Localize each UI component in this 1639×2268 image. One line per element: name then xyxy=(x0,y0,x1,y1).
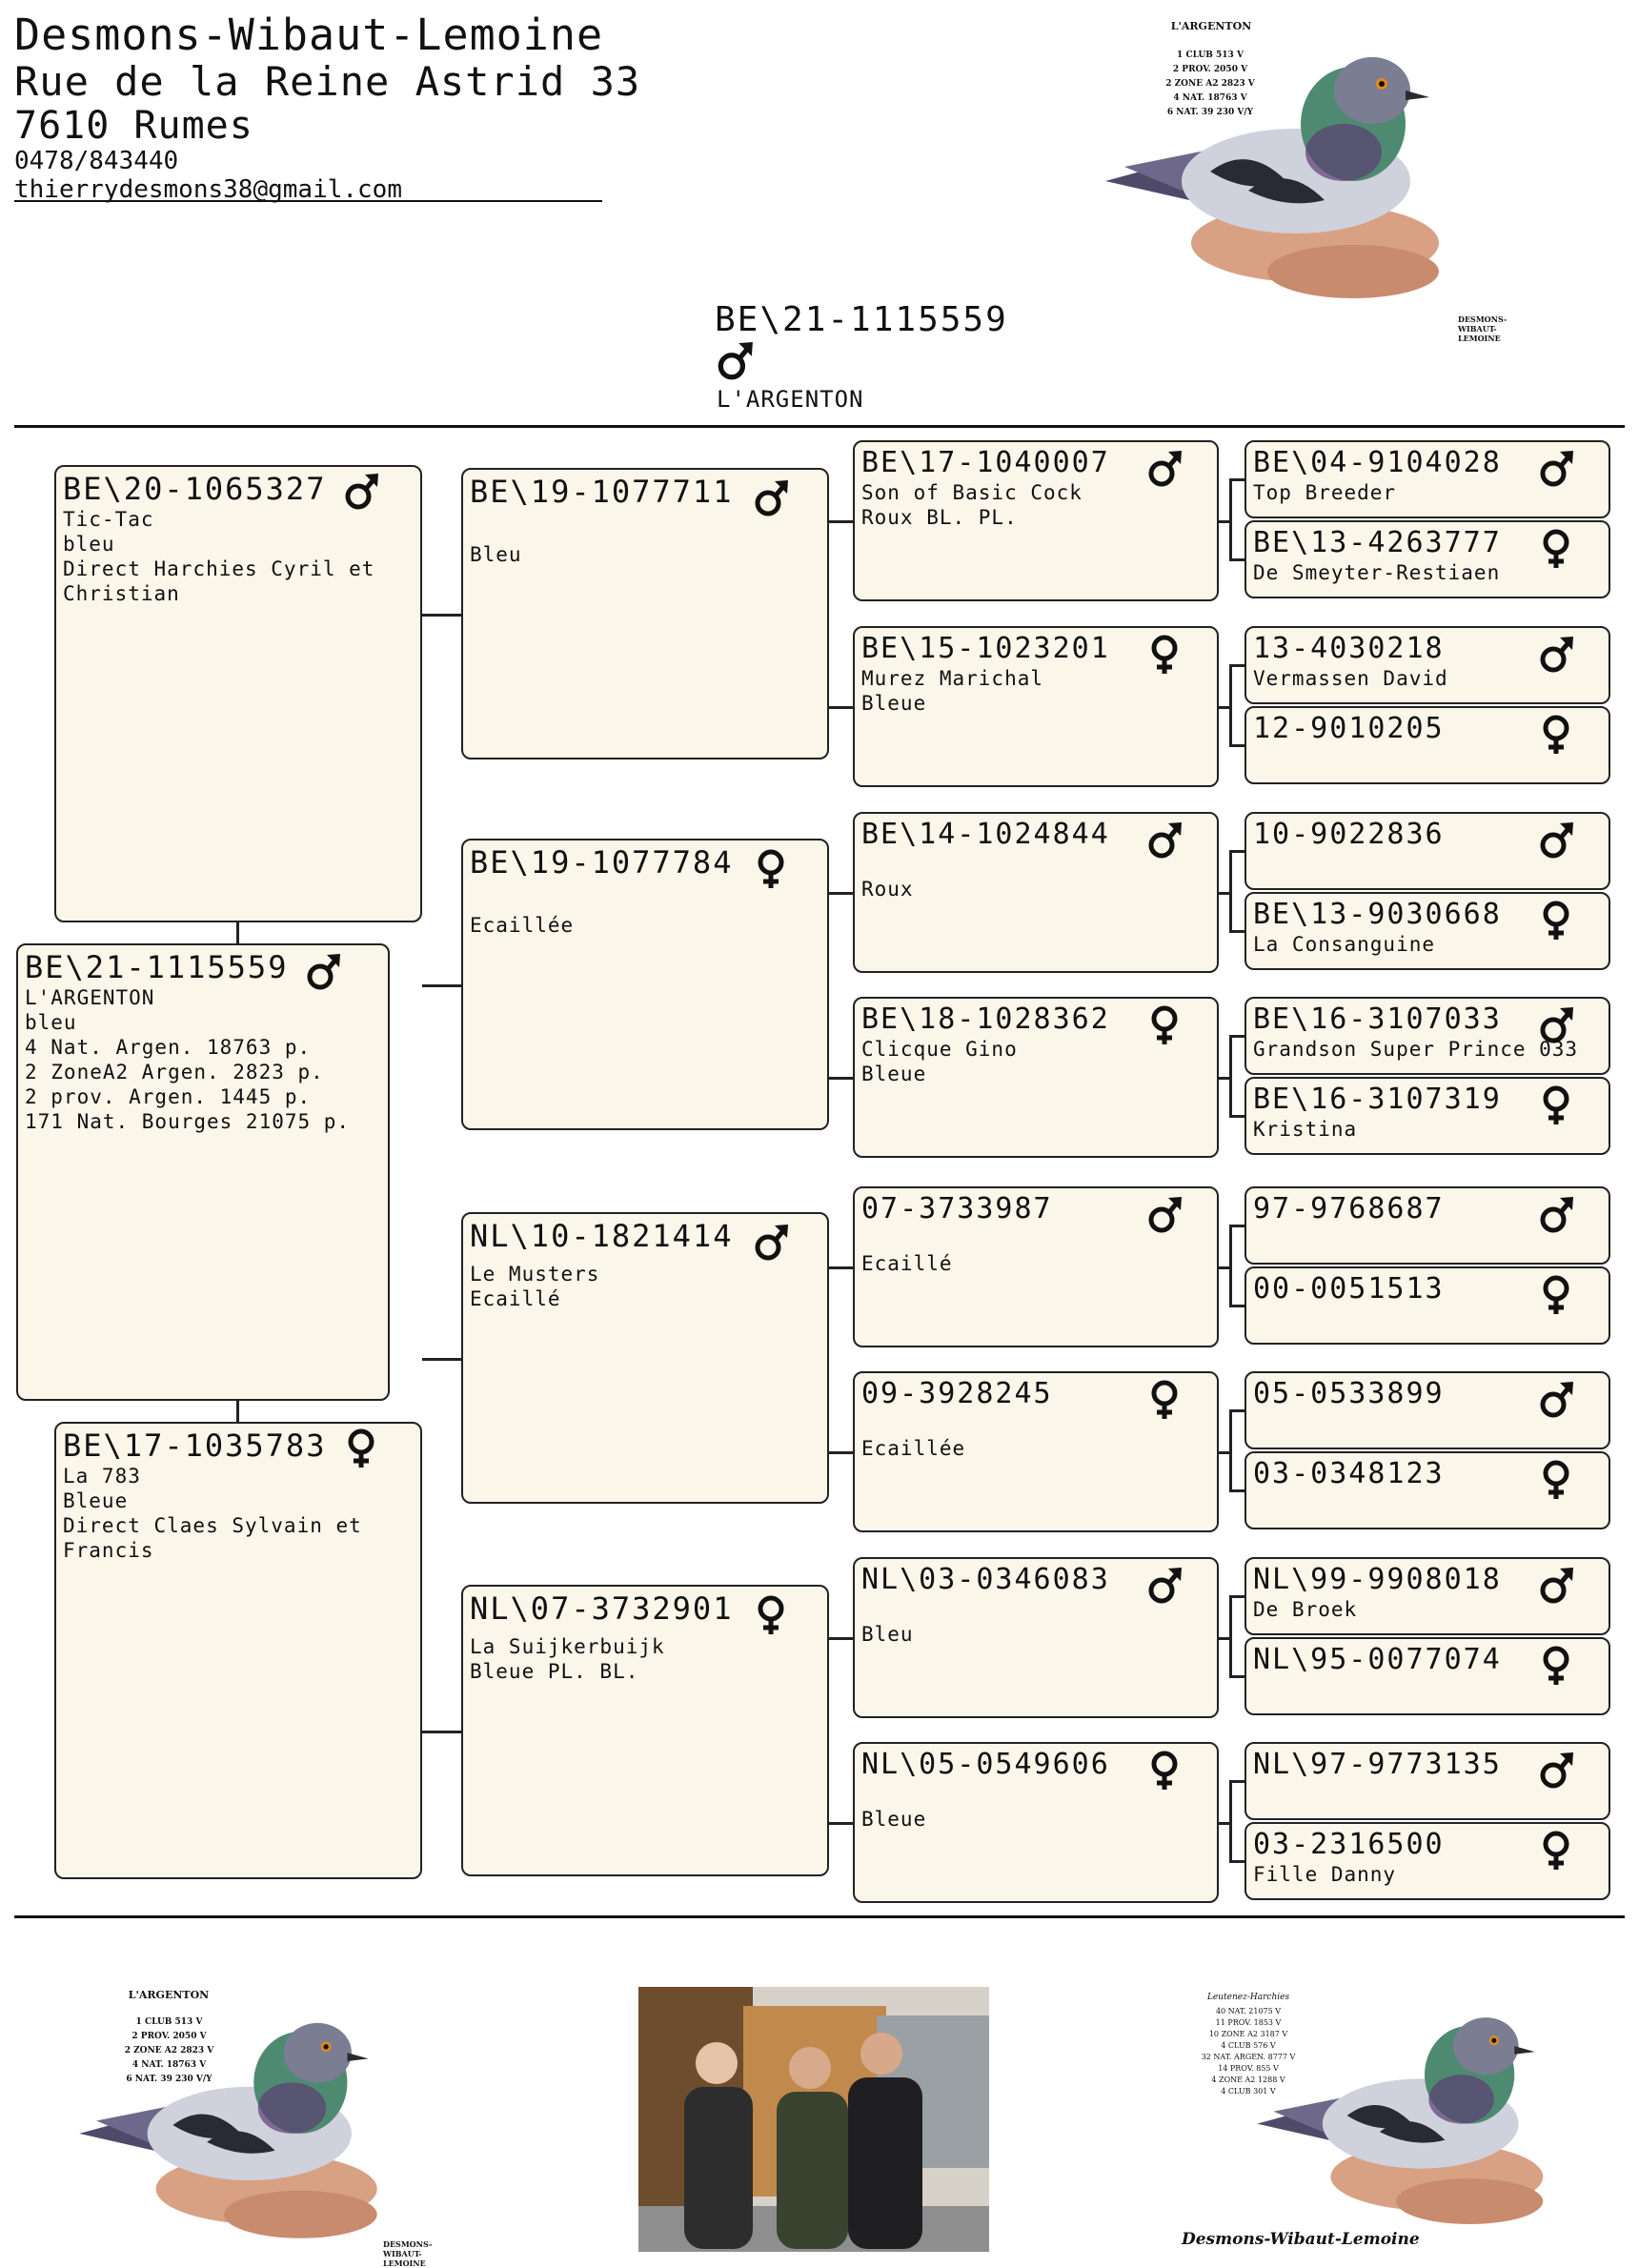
ring-number: NL\05-0549606 xyxy=(861,1748,1110,1781)
connector-line xyxy=(1229,1305,1244,1307)
ring-number: BE\16-3107319 xyxy=(1253,1083,1502,1116)
card-great-great-grandparent xyxy=(1244,626,1610,704)
male-symbol-icon xyxy=(1145,820,1184,861)
ring-number: 12-9010205 xyxy=(1253,712,1445,745)
card-great-grandparent xyxy=(853,1742,1219,1903)
card-info-line: Christian xyxy=(63,582,180,605)
connector-line xyxy=(829,706,853,709)
card-info-line: Bleue PL. BL. xyxy=(470,1660,639,1683)
card-grandparent xyxy=(461,1212,829,1504)
card-great-great-grandparent xyxy=(1244,1077,1610,1155)
breeder-email: thierrydesmons38@gmail.com xyxy=(14,175,402,204)
bottom-right-logo xyxy=(1172,1987,1610,2258)
male-symbol-icon xyxy=(752,477,790,519)
card-info-line: Grandson Super Prince 033 xyxy=(1253,1038,1579,1061)
card-self xyxy=(16,943,390,1401)
female-symbol-icon xyxy=(1145,1379,1184,1421)
ring-number: 10-9022836 xyxy=(1253,818,1445,851)
breeders-photo-image xyxy=(638,1987,989,2252)
card-great-great-grandparent xyxy=(1244,1637,1610,1715)
connector-line xyxy=(1229,478,1244,481)
card-great-great-grandparent xyxy=(1244,997,1610,1075)
breeder-phone: 0478/843440 xyxy=(14,147,179,175)
ring-number: NL\99-9908018 xyxy=(1253,1563,1502,1596)
ring-number: 09-3928245 xyxy=(861,1377,1053,1410)
female-symbol-icon xyxy=(752,848,790,890)
top-divider xyxy=(14,425,1625,428)
male-symbol-icon xyxy=(1537,1750,1575,1792)
bottom-left-logo-title: L'ARGENTON xyxy=(128,1989,210,2001)
bottom-left-logo xyxy=(43,1987,433,2268)
card-info-line: Bleue xyxy=(63,1489,129,1512)
male-symbol-icon xyxy=(1537,1194,1575,1236)
card-info-line: Direct Claes Sylvain et xyxy=(63,1514,362,1537)
card-great-great-grandparent xyxy=(1244,1557,1610,1635)
female-symbol-icon xyxy=(1145,1750,1184,1792)
female-symbol-icon xyxy=(1145,634,1184,676)
connector-line xyxy=(1229,1035,1244,1038)
card-info-line: Vermassen David xyxy=(1253,667,1448,690)
connector-line xyxy=(1229,744,1244,747)
top-logo-title: L'ARGENTON xyxy=(1170,20,1252,32)
female-symbol-icon xyxy=(1537,1084,1575,1126)
connector-line xyxy=(829,1266,853,1269)
card-info-line: Ecaillé xyxy=(861,1252,953,1275)
card-great-grandparent xyxy=(853,626,1219,787)
connector-line xyxy=(422,614,461,617)
card-info-line: Kristina xyxy=(1253,1118,1358,1141)
header-underline xyxy=(14,200,602,202)
ring-number: 05-0533899 xyxy=(1253,1377,1445,1410)
ring-number: 00-0051513 xyxy=(1253,1272,1445,1306)
connector-line xyxy=(1229,1595,1244,1598)
male-symbol-icon xyxy=(1145,1194,1184,1236)
top-logo xyxy=(1062,14,1510,343)
card-info-line: La Consanguine xyxy=(1253,933,1436,956)
ring-number: 07-3733987 xyxy=(861,1192,1053,1225)
card-info-line: Direct Harchies Cyril et xyxy=(63,557,375,580)
card-info-line: Bleue xyxy=(861,1063,927,1085)
ring-number: BE\13-4263777 xyxy=(1253,526,1502,559)
bottom-left-logo-footer: DESMONS-WIBAUT-LEMOINE xyxy=(383,2239,433,2268)
connector-line xyxy=(1229,558,1244,561)
card-info-line: bleu xyxy=(63,533,115,556)
card-info-line: Bleue xyxy=(861,1808,927,1831)
male-symbol-icon xyxy=(1537,1565,1575,1607)
card-info-line: Bleue xyxy=(861,692,927,715)
ring-number: 03-0348123 xyxy=(1253,1457,1445,1490)
card-great-great-grandparent xyxy=(1244,706,1610,784)
ring-number: BE\16-3107033 xyxy=(1253,1002,1502,1036)
female-symbol-icon xyxy=(1537,714,1575,756)
card-info-line: Bleu xyxy=(470,543,522,566)
ring-number: NL\07-3732901 xyxy=(470,1590,734,1627)
connector-line xyxy=(236,921,239,945)
ring-number: 03-2316500 xyxy=(1253,1828,1445,1861)
card-great-great-grandparent xyxy=(1244,1186,1610,1265)
card-info-line: Fille Danny xyxy=(1253,1863,1397,1886)
card-info-line: 4 Nat. Argen. 18763 p. xyxy=(25,1036,312,1059)
connector-line xyxy=(1229,1780,1232,1863)
top-logo-results: 1 CLUB 513 V 2 PROV. 2050 V 2 ZONE A2 2823 V 4 NAT. 18763 V 6 NAT. 39 230 V/Y xyxy=(1165,51,1255,117)
ring-number: BE\19-1077711 xyxy=(470,474,734,510)
male-symbol-icon xyxy=(1537,1379,1575,1421)
ring-number: BE\20-1065327 xyxy=(63,471,327,507)
connector-line xyxy=(829,1637,853,1640)
breeder-name: Desmons-Wibaut-Lemoine xyxy=(14,10,604,60)
bottom-right-logo-results: 40 NAT. 21075 V 11 PROV. 1853 V 10 ZONE A2 3187 V 4 CLUB 576 V 32 NAT. ARGEN. 8777 V 14 PROV. 855 V 4 ZONE A2 1288 V 4 CLUB 301 V xyxy=(1201,2007,1296,2096)
card-grandparent xyxy=(461,468,829,759)
card-info-line: Son of Basic Cock xyxy=(861,481,1083,504)
card-info-line: La Suijkerbuijk xyxy=(470,1635,665,1658)
card-great-grandparent xyxy=(853,1186,1219,1347)
ring-number: BE\15-1023201 xyxy=(861,632,1110,665)
card-info-line: Bleu xyxy=(861,1623,914,1646)
connector-line xyxy=(1229,930,1244,933)
connector-line xyxy=(1229,1595,1232,1678)
connector-line xyxy=(1229,1225,1244,1227)
card-info-line: bleu xyxy=(25,1011,77,1034)
connector-line xyxy=(236,1399,239,1424)
connector-line xyxy=(422,1358,461,1361)
connector-line xyxy=(1229,478,1232,561)
female-symbol-icon xyxy=(342,1428,380,1469)
male-symbol-icon xyxy=(342,471,380,513)
card-info-line: 2 ZoneA2 Argen. 2823 p. xyxy=(25,1061,324,1083)
connector-line xyxy=(422,1731,461,1733)
female-symbol-icon xyxy=(1537,1459,1575,1501)
ring-number: BE\19-1077784 xyxy=(470,844,734,881)
connector-line xyxy=(1229,1489,1244,1492)
male-symbol-icon xyxy=(715,338,755,384)
subject-ring: BE\21-1115559 xyxy=(715,300,1008,339)
breeder-street: Rue de la Reine Astrid 33 xyxy=(14,58,641,105)
female-symbol-icon xyxy=(1537,900,1575,942)
card-great-great-grandparent xyxy=(1244,440,1610,518)
card-great-grandparent xyxy=(853,440,1219,601)
female-symbol-icon xyxy=(1537,1645,1575,1687)
connector-line xyxy=(422,984,461,987)
ring-number: BE\17-1035783 xyxy=(63,1428,327,1464)
bottom-right-logo-title: Leutenez-Harchies xyxy=(1206,1993,1290,2002)
connector-line xyxy=(1229,850,1232,933)
connector-line xyxy=(829,892,853,895)
bottom-divider xyxy=(14,1915,1625,1918)
card-great-great-grandparent xyxy=(1244,1266,1610,1345)
breeder-header xyxy=(14,11,640,204)
card-info-line: Clicque Gino xyxy=(861,1038,1018,1061)
ring-number: BE\18-1028362 xyxy=(861,1002,1110,1036)
connector-line xyxy=(1229,1225,1232,1307)
male-symbol-icon xyxy=(304,951,342,993)
male-symbol-icon xyxy=(1537,820,1575,861)
card-info-line: Ecaillée xyxy=(861,1437,966,1460)
card-grandparent xyxy=(461,1585,829,1876)
male-symbol-icon xyxy=(1145,448,1184,490)
male-symbol-icon xyxy=(1537,634,1575,676)
male-symbol-icon xyxy=(1537,448,1575,490)
connector-line xyxy=(829,1822,853,1825)
ring-number: NL\03-0346083 xyxy=(861,1563,1110,1596)
card-great-grandparent xyxy=(853,1371,1219,1532)
pigeon-in-hands-icon xyxy=(1067,38,1467,305)
card-info-line: Ecaillé xyxy=(470,1287,561,1310)
card-info-line: Roux xyxy=(861,878,914,901)
card-great-great-grandparent xyxy=(1244,1451,1610,1529)
top-logo-footer: DESMONS-WIBAUT-LEMOINE xyxy=(1458,314,1507,343)
connector-line xyxy=(1229,850,1244,853)
card-great-great-grandparent xyxy=(1244,1822,1610,1900)
ring-number: BE\14-1024844 xyxy=(861,818,1110,851)
bottom-right-logo-footer: Desmons-Wibaut-Lemoine xyxy=(1182,2230,1420,2249)
connector-line xyxy=(829,1451,853,1454)
card-info-line: Murez Marichal xyxy=(861,667,1044,690)
connector-line xyxy=(1229,664,1232,747)
card-info-line: De Smeyter-Restiaen xyxy=(1253,561,1501,584)
ring-number: 97-9768687 xyxy=(1253,1192,1445,1225)
ring-number: NL\10-1821414 xyxy=(470,1218,734,1254)
card-info-line: De Broek xyxy=(1253,1598,1358,1621)
ring-number: BE\17-1040007 xyxy=(861,446,1110,479)
card-info-line: 2 prov. Argen. 1445 p. xyxy=(25,1085,312,1108)
card-great-grandparent xyxy=(853,812,1219,973)
connector-line xyxy=(1229,1035,1232,1118)
card-info-line: Le Musters xyxy=(470,1263,600,1286)
card-grandparent xyxy=(461,839,829,1130)
card-great-great-grandparent xyxy=(1244,1371,1610,1449)
connector-line xyxy=(1229,1675,1244,1678)
pigeon-in-hands-icon xyxy=(1196,2001,1596,2230)
female-symbol-icon xyxy=(1537,1830,1575,1872)
connector-line xyxy=(1229,1115,1244,1118)
connector-line xyxy=(829,520,853,523)
pigeon-in-hands-icon xyxy=(43,2006,405,2244)
subject-name: L'ARGENTON xyxy=(717,386,864,413)
ring-number: BE\04-9104028 xyxy=(1253,446,1502,479)
ring-number: NL\95-0077074 xyxy=(1253,1643,1502,1676)
female-symbol-icon xyxy=(1145,1004,1184,1046)
breeders-photo xyxy=(638,1987,989,2252)
card-info-line: 171 Nat. Bourges 21075 p. xyxy=(25,1110,351,1133)
card-info-line: Tic-Tac xyxy=(63,508,154,531)
connector-line xyxy=(829,1077,853,1080)
card-great-grandparent xyxy=(853,1557,1219,1718)
female-symbol-icon xyxy=(1537,1274,1575,1316)
ring-number: BE\13-9030668 xyxy=(1253,898,1502,931)
card-info-line: Francis xyxy=(63,1539,154,1562)
card-info-line: L'ARGENTON xyxy=(25,986,155,1009)
card-info-line: Top Breeder xyxy=(1253,481,1397,504)
connector-line xyxy=(1229,1860,1244,1863)
card-info-line: Roux BL. PL. xyxy=(861,506,1018,529)
connector-line xyxy=(1229,664,1244,667)
card-great-great-grandparent xyxy=(1244,520,1610,598)
card-great-grandparent xyxy=(853,997,1219,1158)
card-info-line: La 783 xyxy=(63,1465,141,1488)
bottom-left-logo-results: 1 CLUB 513 V 2 PROV. 2050 V 2 ZONE A2 2823 V 4 NAT. 18763 V 6 NAT. 39 230 V/Y xyxy=(124,2017,214,2084)
card-sire xyxy=(54,465,422,922)
female-symbol-icon xyxy=(752,1594,790,1636)
ring-number: BE\21-1115559 xyxy=(25,949,289,985)
card-dam xyxy=(54,1422,422,1879)
card-great-great-grandparent xyxy=(1244,1742,1610,1820)
card-great-great-grandparent xyxy=(1244,892,1610,970)
breeder-city: 7610 Rumes xyxy=(14,104,253,148)
card-info-line: Ecaillée xyxy=(470,914,575,937)
male-symbol-icon xyxy=(752,1222,790,1264)
connector-line xyxy=(1229,1409,1232,1492)
male-symbol-icon xyxy=(1145,1565,1184,1607)
ring-number: NL\97-9773135 xyxy=(1253,1748,1502,1781)
card-great-great-grandparent xyxy=(1244,812,1610,890)
connector-line xyxy=(1229,1780,1244,1783)
connector-line xyxy=(1229,1409,1244,1412)
ring-number: 13-4030218 xyxy=(1253,632,1445,665)
female-symbol-icon xyxy=(1537,528,1575,570)
